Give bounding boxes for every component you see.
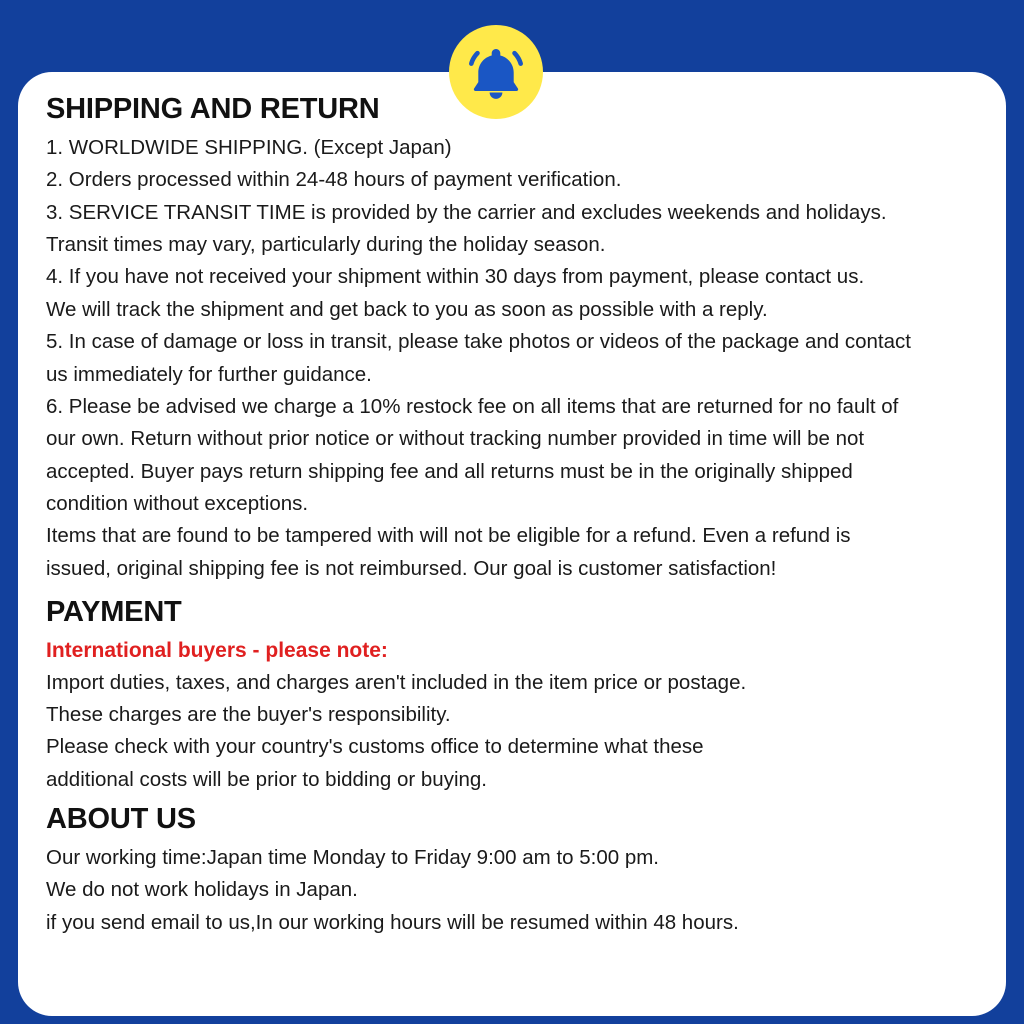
about-line-3: if you send email to us,In our working hours will be resumed within 48 hours. [46,910,739,934]
shipping-line-4: Transit times may vary, particularly during the holiday season. [46,233,606,257]
shipping-line-13: Items that are found to be tampered with will not be eligible for a refund. Even a refund is [46,524,851,548]
section-shipping-and-return [46,94,978,585]
shipping-line-14: issued, original shipping fee is not reimbursed. Our goal is customer satisfaction! [46,556,777,580]
shipping-line-12: condition without exceptions. [46,492,309,516]
section-payment [46,597,978,796]
shipping-line-6: We will track the shipment and get back to you as soon as possible with a reply. [46,297,768,321]
section-title-shipping: SHIPPING AND RETURN [46,93,380,125]
section-about-us [46,804,978,939]
shipping-line-9: 6. Please be advised we charge a 10% restock fee on all items that are returned for no fault of [46,394,899,418]
shipping-line-5: 4. If you have not received your shipment within 30 days from payment, please contact us. [46,265,865,289]
payment-line-3: Please check with your country's customs office to determine what these [46,735,704,759]
payment-line-4: additional costs will be prior to bidding or buying. [46,767,488,791]
about-line-1: Our working time:Japan time Monday to Friday 9:00 am to 5:00 pm. [46,845,659,869]
payment-line-2: These charges are the buyer's responsibility. [46,702,451,726]
section-title-payment: PAYMENT [46,596,182,629]
shipping-line-8: us immediately for further guidance. [46,362,372,386]
shipping-line-3: 3. SERVICE TRANSIT TIME is provided by the carrier and excludes weekends and holidays. [46,200,887,224]
content-card [18,72,1006,1016]
bell-icon [465,43,527,101]
shipping-line-11: accepted. Buyer pays return shipping fee and all returns must be in the originally shipped [46,459,853,483]
shipping-line-10: our own. Return without prior notice or without tracking number provided in time will be not [46,427,865,451]
shipping-line-7: 5. In case of damage or loss in transit, please take photos or videos of the package and contact [46,330,911,354]
payment-international-note: International buyers - please note: [46,639,388,663]
bell-icon-badge [449,25,543,119]
shipping-line-1: 1. WORLDWIDE SHIPPING. (Except Japan) [46,135,452,159]
section-title-about-us: ABOUT US [46,803,196,836]
about-line-2: We do not work holidays in Japan. [46,878,358,902]
shipping-line-2: 2. Orders processed within 24-48 hours of payment verification. [46,168,622,192]
payment-line-1: Import duties, taxes, and charges aren't included in the item price or postage. [46,670,747,694]
